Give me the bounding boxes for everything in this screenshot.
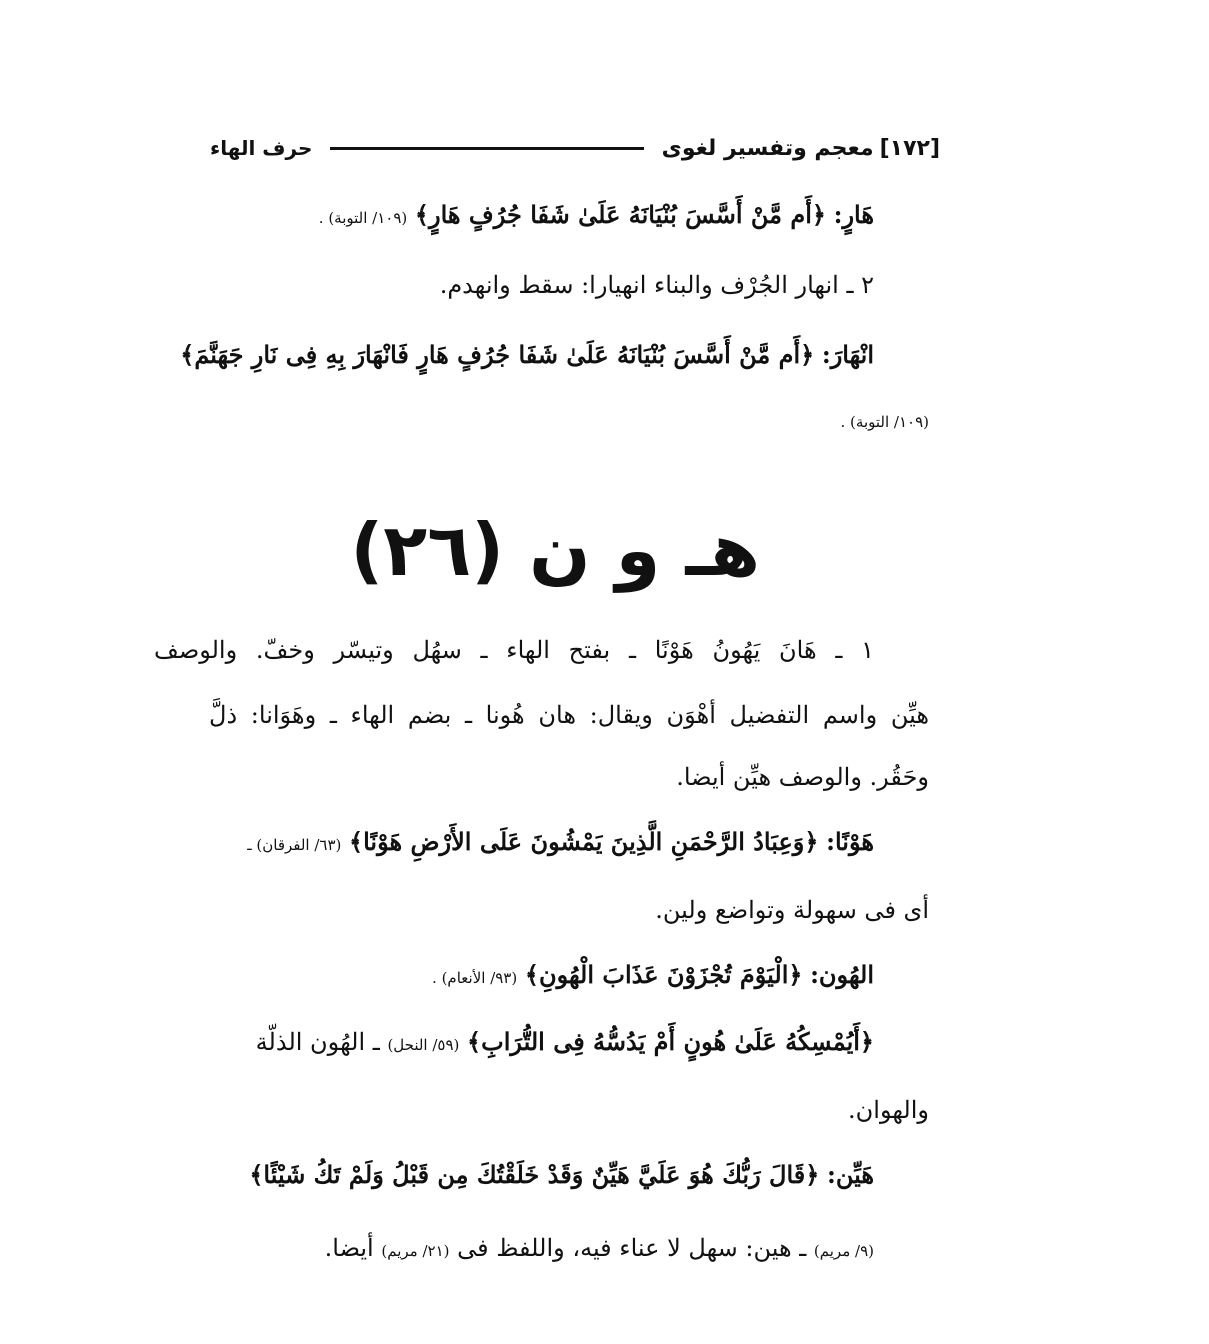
verse-reference: (٥٩/ النحل) [387,1036,460,1054]
quran-verse: ﴿أَيُمْسِكُهُ عَلَىٰ هُونٍ أَمْ يَدُسُّهُ فِى التُّرَابِ﴾ [467,1027,874,1056]
definition-text: أيضا. [324,1234,374,1262]
header-rule [330,147,643,150]
entry-term: هَيِّن: [826,1160,874,1189]
final-line [325,1228,874,1271]
quran-verse: ﴿قَالَ رَبُّكَ هُوَ عَلَيَّ هَيِّنٌ وَقَدْ خَلَقْتُكَ مِن قَبْلُ وَلَمْ تَكُ شَيْئًا﴾ [249,1160,820,1189]
verse-reference: (١٠٩/ التوبة) . [840,413,929,431]
entry-alhun [432,955,874,998]
page-header [210,130,940,166]
entry-term: انْهَارَ: [821,340,874,369]
verse-reference: (٢١/ مريم) [381,1242,450,1260]
quran-verse: ﴿أَم مَّنْ أَسَّسَ بُنْيَانَهُ عَلَىٰ شَفَا جُرُفٍ هَارٍ﴾ [414,200,826,229]
page-number: [١٧٢] [879,135,940,161]
definition-line: وحَقُر. والوصف هيِّن أيضا. [676,763,929,791]
entry-hawnan [247,822,874,865]
verse-reference: (١٠٩/ التوبة) . [318,209,408,227]
verse-reference: (٩٣/ الأنعام) . [432,969,518,987]
entry-har [319,195,874,238]
entry-nahl [256,1022,874,1065]
quran-verse: ﴿الْيَوْمَ تُجْزَوْنَ عَذَابَ الْهُونِ﴾ [524,960,803,989]
definition-line: ٢ ـ انهار الجُرْف والبناء انهيارا: سقط وانهدم. [439,271,874,299]
definition-line: ١ ـ هَانَ يَهُونُ هَوْنًا ـ بفتح الهاء ـ سهُل وتيسّر وخفّ. والوصف [154,636,874,664]
entry-hayyin [249,1155,874,1195]
definition-text: ـ هين: سهل لا عناء فيه، واللفظ فى [457,1234,807,1262]
verse-reference: (٩/ مريم) [813,1242,874,1260]
definition-line: أى فى سهولة وتواضع ولين. [655,896,929,924]
entry-inhar [180,335,874,375]
definition-line: هيِّن واسم التفضيل أهْوَن ويقال: هان هُونا ـ بضم الهاء ـ وهَوَانا: ذلَّ [209,701,929,729]
definition-text: ـ الهُون الذلّة [255,1028,380,1056]
quran-verse: ﴿وَعِبَادُ الرَّحْمَنِ الَّذِينَ يَمْشُونَ عَلَى الأَرْضِ هَوْنًا﴾ [349,827,819,856]
section-title: حرف الهاء [210,136,313,160]
verse-reference: (٦٣/ الفرقان) ـ [247,836,342,854]
root-heading: هـ و ن (٢٦) [350,508,760,592]
entry-term: هَوْنًا: [826,827,874,856]
entry-term: الهُون: [810,960,874,989]
book-title: معجم وتفسير لغوى [661,135,874,161]
quran-verse: ﴿أَم مَّنْ أَسَّسَ بُنْيَانَهُ عَلَىٰ شَفَا جُرُفٍ هَارٍ فَانْهَارَ بِهِ فِى نَارِ جَهَنَّمَ﴾ [180,340,815,369]
entry-term: هَارٍ: [833,200,874,229]
definition-line: والهوان. [848,1096,929,1124]
